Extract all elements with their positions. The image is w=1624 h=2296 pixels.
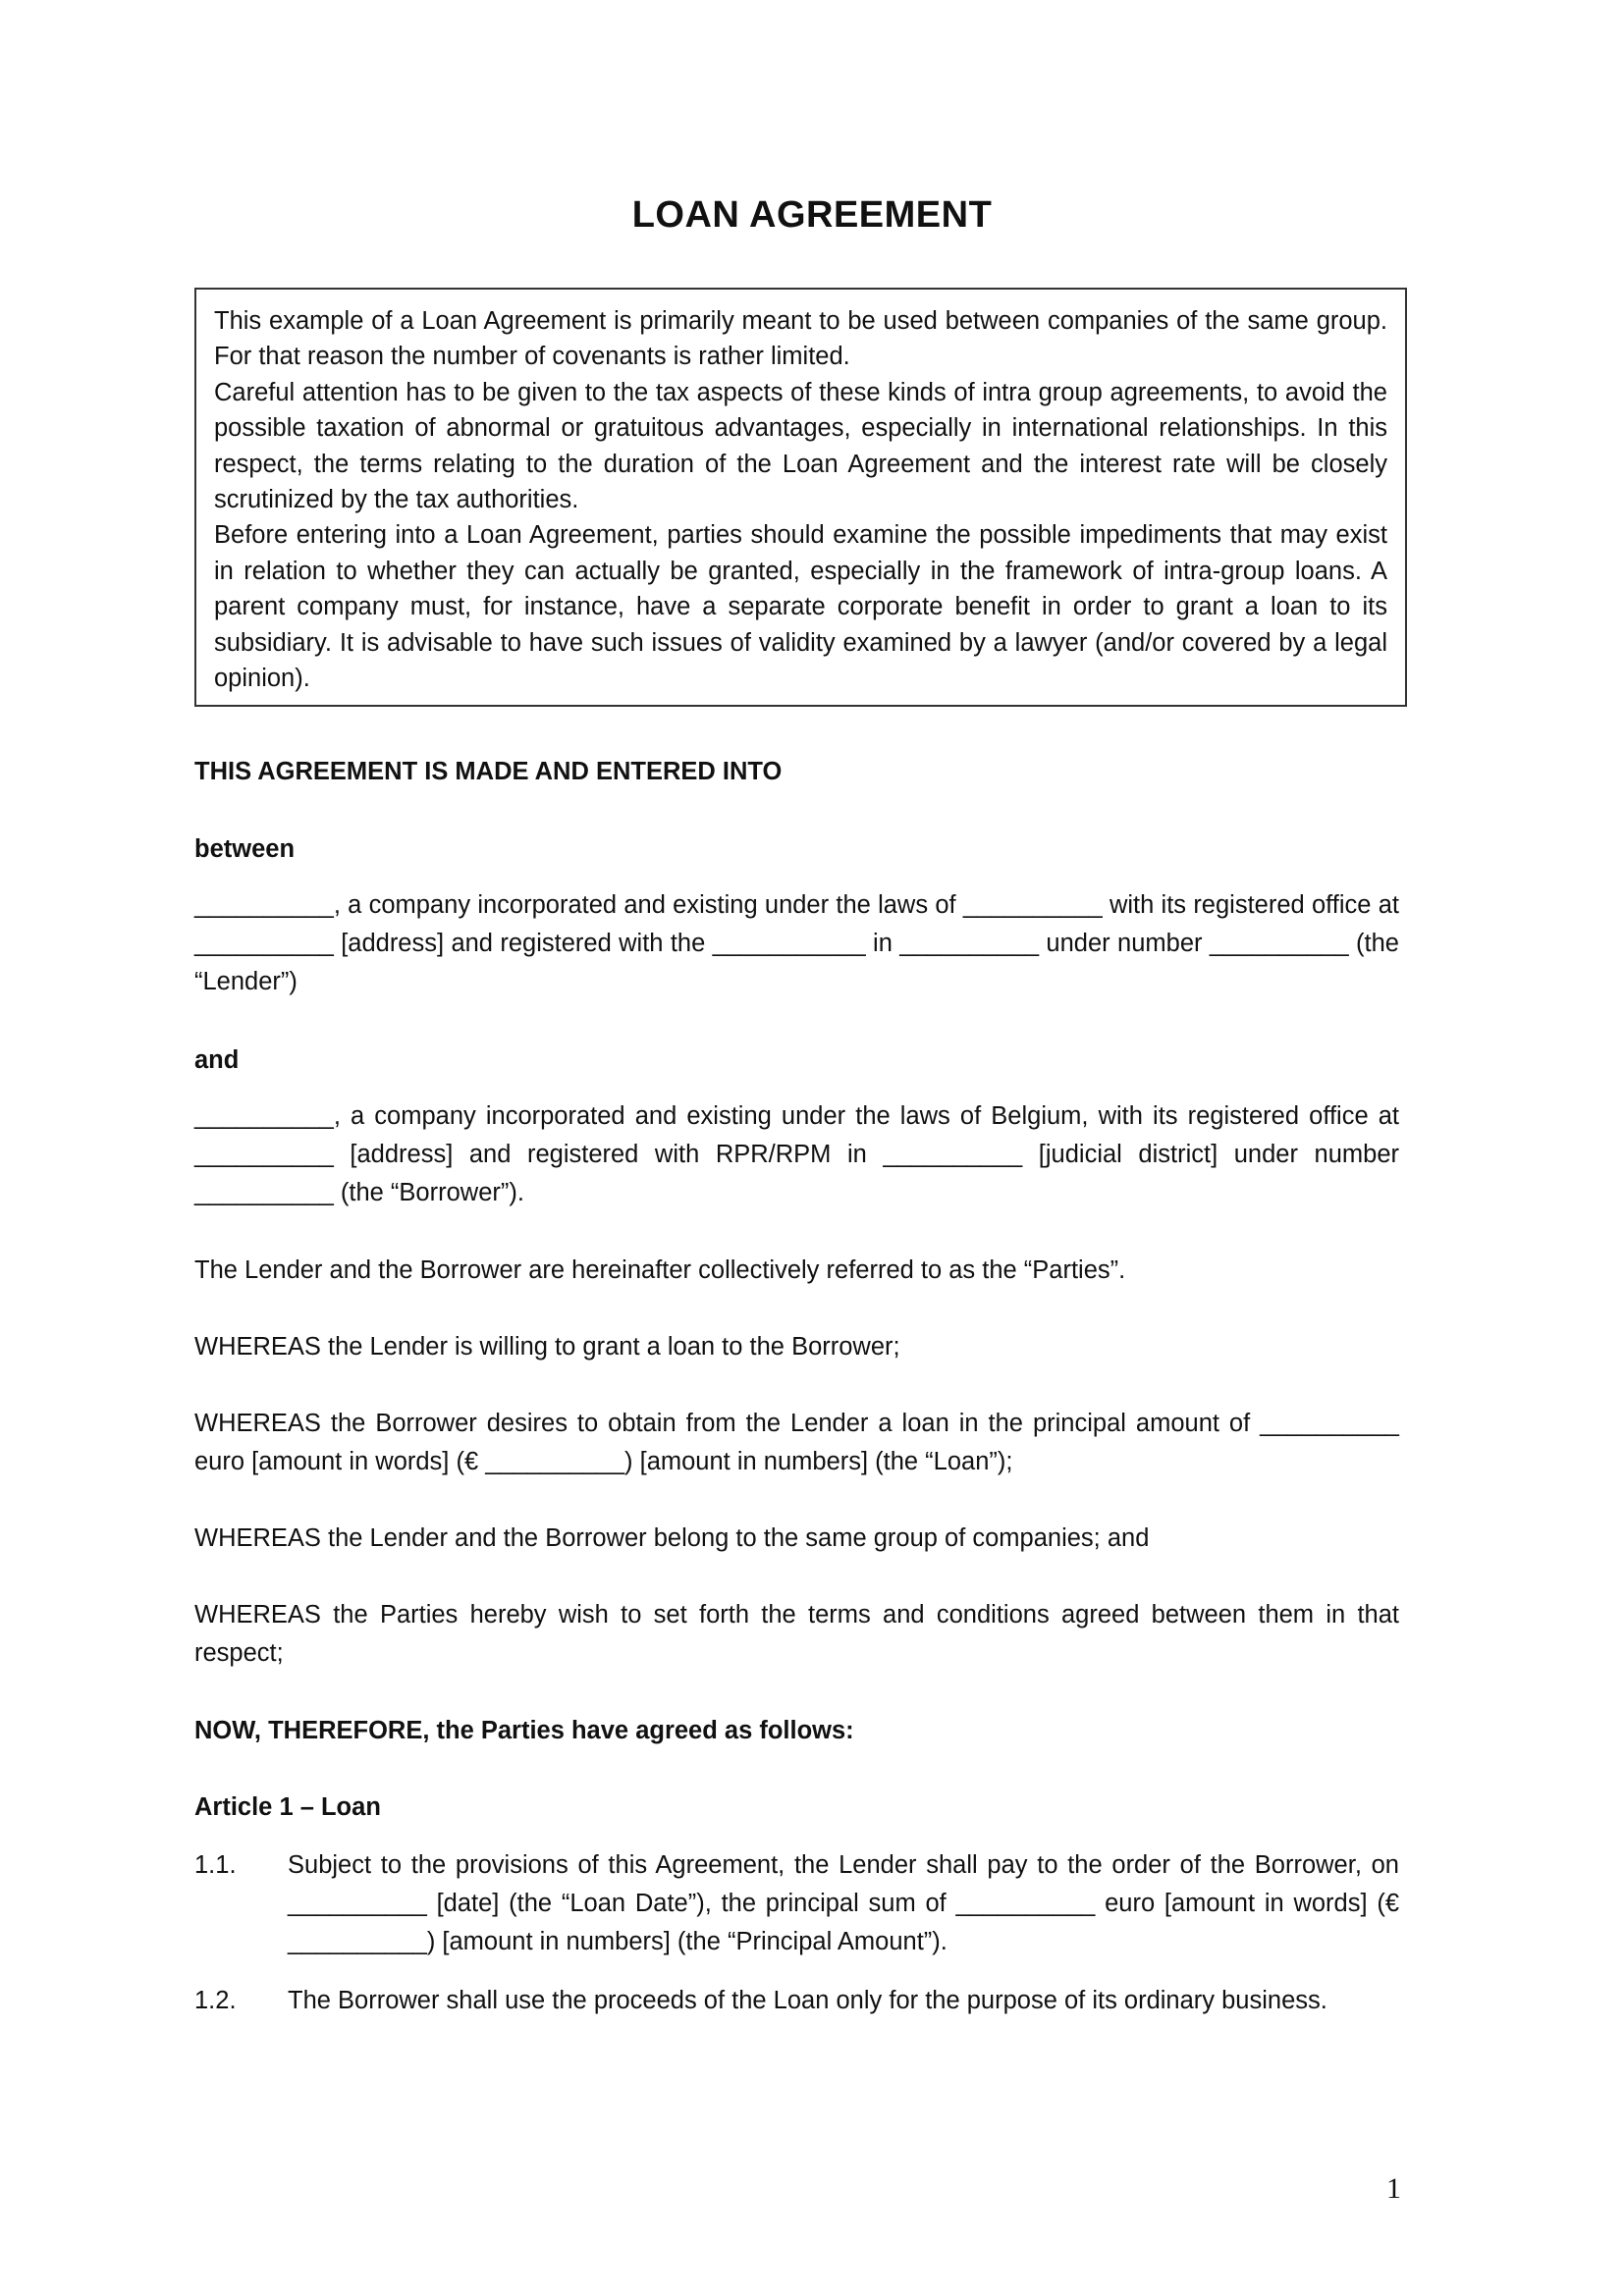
article-heading: Article 1 – Loan [194, 1793, 381, 1821]
notice-paragraph: Careful attention has to be given to the tax aspects of these kinds of intra group agreements, to avoid the possible taxation of abnormal or gratuitous advantages, especially in international relationships. In this respect, the terms relating to the duration of the Loan Agreement and the interest rate will be closely scrutinized by the tax authorities. [214, 378, 1387, 514]
notice-paragraph: This example of a Loan Agreement is primarily meant to be used between companies of the same group. For that reason the number of covenants is rather limited. [214, 307, 1387, 371]
whereas-clause: WHEREAS the Lender and the Borrower belong to the same group of companies; and [194, 1524, 1150, 1552]
page-number: 1 [1386, 2172, 1401, 2205]
article-item [194, 1846, 1399, 1961]
article-item [194, 1982, 1399, 2020]
between-label: between [194, 835, 296, 863]
parties-paragraph: The Lender and the Borrower are hereinafter collectively referred to as the “Parties”. [194, 1256, 1126, 1284]
made-heading: THIS AGREEMENT IS MADE AND ENTERED INTO [194, 758, 783, 785]
and-label: and [194, 1046, 240, 1074]
borrower-paragraph: __________, a company incorporated and existing under the laws of Belgium, with its registered office at __________ [address] and registered with RPR/RPM in __________ [judicial district] under number __________ (the “Borrower”). [194, 1102, 1399, 1206]
lender-paragraph: __________, a company incorporated and existing under the laws of __________ with its registered office at __________ [address] and registered with the ___________ in __________ under number __________ (the “Lender”) [194, 891, 1399, 995]
notice-paragraph: Before entering into a Loan Agreement, parties should examine the possible impediments that may exist in relation to whether they can actually be granted, especially in the framework of intra-group loans. A parent company must, for instance, have a separate corporate benefit in order to grant a loan to its subsidiary. It is advisable to have such issues of validity examined by a lawyer (and/or covered by a legal opinion). [214, 521, 1387, 693]
whereas-clause: WHEREAS the Lender is willing to grant a loan to the Borrower; [194, 1333, 900, 1361]
article-item-number: 1.1. [194, 1851, 237, 1879]
article-item-text: Subject to the provisions of this Agreement, the Lender shall pay to the order of the Borrower, on __________ [date] (the “Loan Date”), the principal sum of __________ euro [amount in words] (€ __________) [amount in numbers] (the “Principal Amount”). [288, 1851, 1399, 1955]
document-title: LOAN AGREEMENT [631, 194, 993, 236]
notice-box [194, 288, 1407, 707]
article-item-text: The Borrower shall use the proceeds of the Loan only for the purpose of its ordinary business. [288, 1987, 1327, 2014]
now-therefore-heading: NOW, THEREFORE, the Parties have agreed as follows: [194, 1717, 854, 1744]
whereas-clause: WHEREAS the Borrower desires to obtain from the Lender a loan in the principal amount of __________ euro [amount in words] (€ __________) [amount in numbers] (the “Loan”); [194, 1410, 1399, 1475]
whereas-clause: WHEREAS the Parties hereby wish to set forth the terms and conditions agreed between them in that respect; [194, 1601, 1399, 1667]
article-item-number: 1.2. [194, 1987, 237, 2014]
